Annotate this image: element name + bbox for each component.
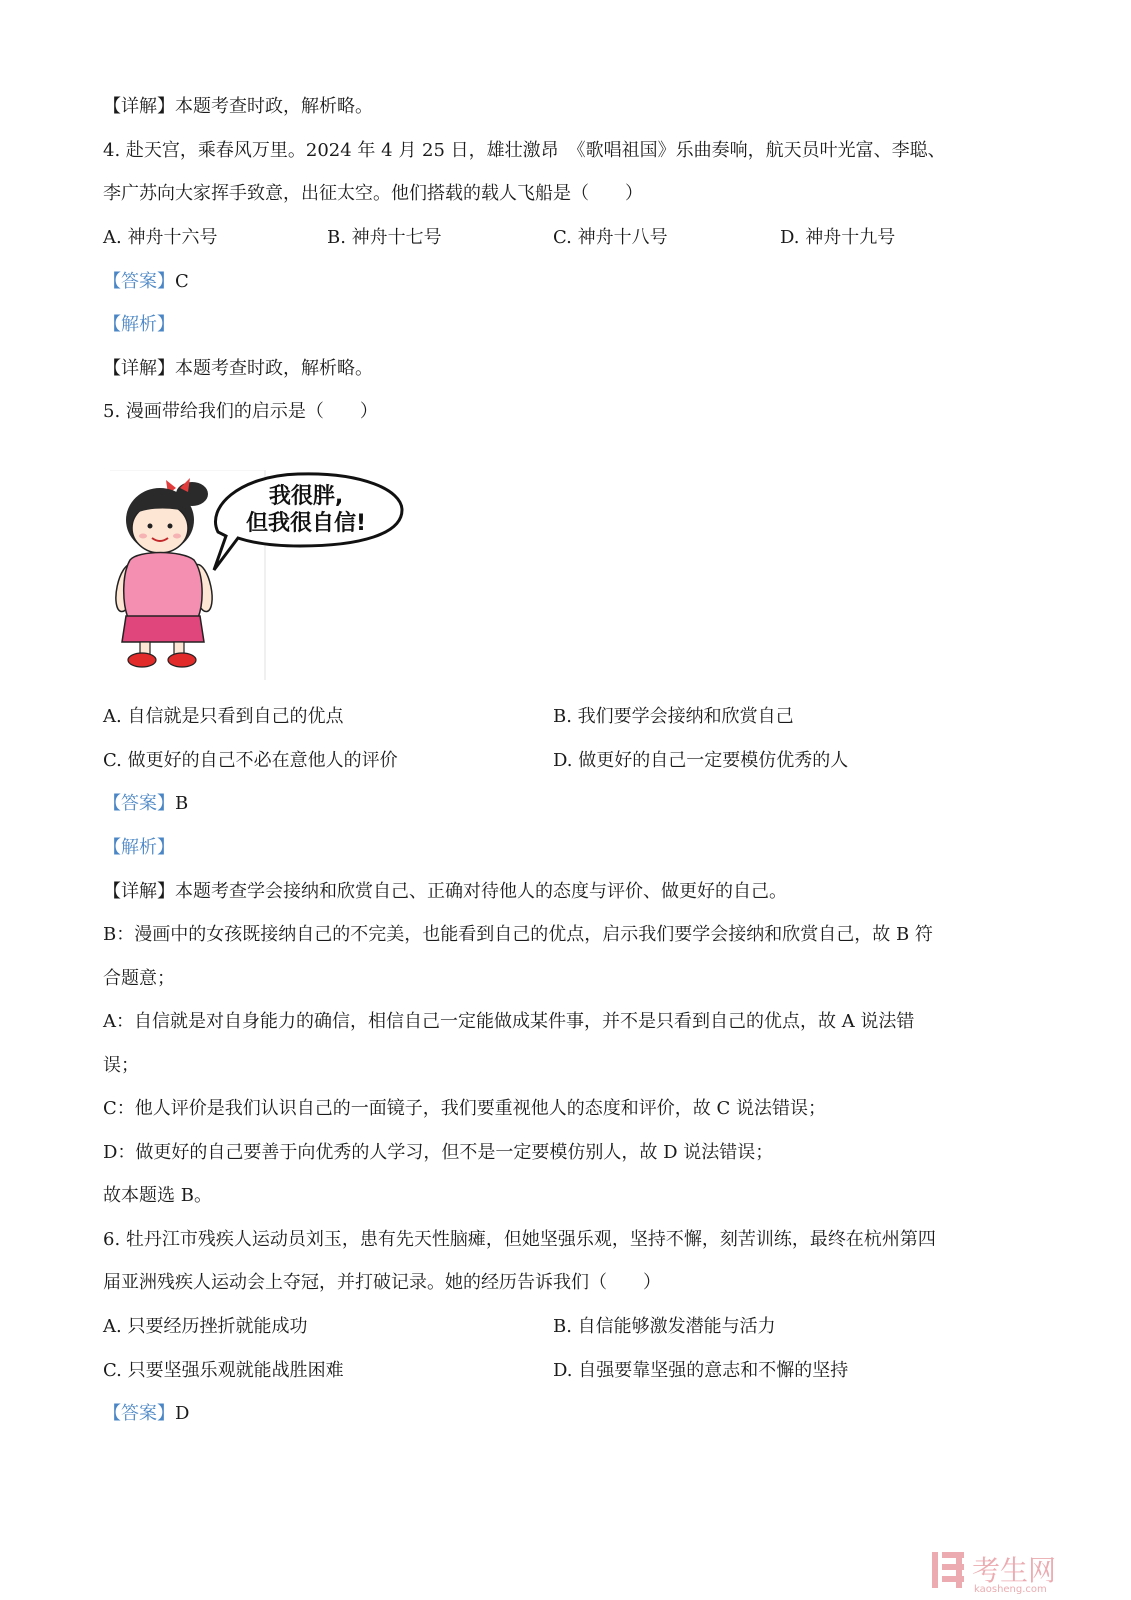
q6-option-d: D. 自强要靠坚强的意志和不懈的坚持 (553, 1360, 849, 1381)
q5-detail (103, 880, 787, 904)
q6-option-b: B. 自信能够激发潜能与活力 (553, 1316, 776, 1337)
answer-tag: 【答案】 (103, 793, 175, 814)
q3-detail (103, 95, 373, 119)
q4-stem-line2: 李广苏向大家挥手致意，出征太空。他们搭载的载人飞船是（ ） (103, 183, 643, 204)
q5-option-a: A. 自信就是只看到自己的优点 (103, 706, 344, 727)
watermark-cn: 考生网 (972, 1554, 1057, 1587)
q4-option-d: D. 神舟十九号 (780, 227, 896, 248)
q5-stem: 5. 漫画带给我们的启示是（ ） (103, 401, 378, 422)
q4-answer (103, 270, 189, 294)
q5-explain-line: C：他人评价是我们认识自己的一面镜子，我们要重视他人的态度和评价，故 C 说法错误； (103, 1098, 826, 1119)
detail-tag: 【详解】 (103, 96, 175, 117)
q4-option-c: C. 神舟十八号 (553, 227, 668, 248)
q4-option-a: A. 神舟十六号 (103, 227, 218, 248)
q5-analysis-tag: 【解析】 (103, 837, 175, 858)
detail-text: 本题考查时政，解析略。 (175, 96, 373, 117)
detail-tag: 【详解】 (103, 881, 175, 902)
watermark-en: kaosheng.com (974, 1584, 1047, 1594)
cartoon-image (110, 470, 410, 685)
q6-stem-line1: 6. 牡丹江市残疾人运动员刘玉，患有先天性脑瘫，但她坚强乐观，坚持不懈，刻苦训练，最终在杭州第四 (103, 1229, 936, 1250)
bubble-text-line1: 我很胖, (268, 484, 344, 509)
q5-conclusion: 故本题选 B。 (103, 1185, 212, 1206)
q5-explain-line: A：自信就是对自身能力的确信，相信自己一定能做成某件事，并不是只看到自己的优点，故 A 说法错 (103, 1011, 915, 1032)
q5-explain-line: D：做更好的自己要善于向优秀的人学习，但不是一定要模仿别人，故 D 说法错误； (103, 1142, 774, 1163)
detail-text: 本题考查时政，解析略。 (175, 358, 373, 379)
q6-stem-line2: 届亚洲残疾人运动会上夺冠，并打破记录。她的经历告诉我们（ ） (103, 1272, 661, 1293)
answer-tag: 【答案】 (103, 271, 175, 292)
q6-answer (103, 1402, 189, 1426)
q5-answer (103, 792, 188, 816)
girl-figure (112, 478, 216, 667)
answer-tag: 【答案】 (103, 1403, 175, 1424)
bubble-text-line2: 但我很自信! (245, 511, 367, 536)
answer-value: D (175, 1403, 190, 1424)
q4-option-b: B. 神舟十七号 (327, 227, 442, 248)
q4-analysis-tag: 【解析】 (103, 314, 175, 335)
q5-option-b: B. 我们要学会接纳和欣赏自己 (553, 706, 794, 727)
answer-value: C (175, 271, 189, 292)
detail-tag: 【详解】 (103, 358, 175, 379)
q5-explain-line: 合题意； (103, 968, 175, 989)
q5-option-c: C. 做更好的自己不必在意他人的评价 (103, 750, 398, 771)
q4-detail (103, 357, 373, 381)
q4-stem-line1: 4. 赴天宫，乘春风万里。2024 年 4 月 25 日，雄壮激昂 《歌唱祖国》乐曲奏响，航天员叶光富、李聪、 (103, 140, 946, 161)
answer-value: B (175, 793, 189, 814)
kaosheng-watermark-logo (930, 1548, 1120, 1594)
q6-option-a: A. 只要经历挫折就能成功 (103, 1316, 308, 1337)
q5-explain-line: 误； (103, 1055, 139, 1076)
q5-explain-line: B：漫画中的女孩既接纳自己的不完美，也能看到自己的优点，启示我们要学会接纳和欣赏自己，故 B 符 (103, 924, 933, 945)
detail-text: 本题考查学会接纳和欣赏自己、正确对待他人的态度与评价、做更好的自己。 (175, 881, 787, 902)
q5-option-d: D. 做更好的自己一定要模仿优秀的人 (553, 750, 849, 771)
q6-option-c: C. 只要坚强乐观就能战胜困难 (103, 1360, 344, 1381)
logo-mark-icon (932, 1552, 964, 1588)
